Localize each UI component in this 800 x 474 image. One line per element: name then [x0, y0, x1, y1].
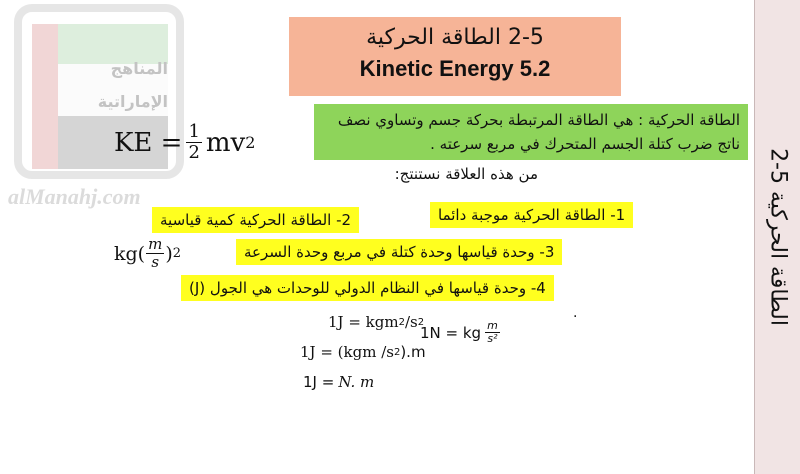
- title-english: Kinetic Energy 5.2: [359, 56, 551, 81]
- watermark-text-1: المناهج: [110, 59, 168, 78]
- formula-numerator: 1: [188, 121, 200, 142]
- point-4: 4- وحدة قياسها في النظام الدولي للوحدات هي الجول (J): [181, 275, 554, 301]
- unit-fraction: [146, 236, 164, 271]
- eq1-exp: 2: [398, 316, 405, 328]
- equation-newton: [420, 320, 504, 345]
- eq3-left: 1J = (kgm /s: [300, 343, 394, 361]
- watermark-text-2: الإماراتية: [97, 92, 168, 111]
- watermark-logo: [8, 4, 188, 209]
- formula-rhs: mv: [205, 127, 246, 158]
- unit-numerator: m: [148, 235, 163, 253]
- title-box: [289, 17, 621, 96]
- watermark-flag-red: [32, 24, 58, 169]
- side-bar: [754, 0, 800, 474]
- unit-exponent: 2: [172, 246, 182, 261]
- eq2-left: 1N = kg: [420, 323, 482, 342]
- eq2-fraction: [485, 320, 500, 345]
- equation-joule-1: [328, 313, 424, 331]
- unit-denominator: s: [151, 253, 160, 271]
- eq1-left: 1J = kgm: [328, 313, 399, 331]
- eq3-right: ).m: [400, 343, 426, 361]
- intro-text: من هذه العلاقة نستنتج:: [394, 165, 538, 183]
- stray-dot: .: [573, 305, 578, 321]
- unit-suffix: ): [165, 242, 173, 265]
- eq2-denominator: s²: [487, 332, 498, 345]
- formula-exponent: 2: [245, 133, 256, 152]
- eq2-numerator: m: [487, 319, 498, 332]
- eq3-exp: 2: [393, 346, 401, 358]
- title-arabic: 2-5 الطاقة الحركية: [366, 25, 544, 50]
- kinetic-energy-formula: [114, 122, 255, 163]
- eq1-exp2: 2: [417, 316, 425, 328]
- definition-box: الطاقة الحركية : هي الطاقة المرتبطة بحركة جسم وتساوي نصف ناتج ضرب كتلة الجسم المتحرك في مربع سرعته .: [314, 104, 748, 160]
- formula-denominator: 2: [188, 142, 200, 163]
- unit-expression: [114, 236, 181, 271]
- point-2: 2- الطاقة الحركية كمية قياسية: [152, 207, 359, 233]
- point-3: 3- وحدة قياسها وحدة كتلة في مربع وحدة السرعة: [236, 239, 562, 265]
- equation-joule-2: [300, 343, 426, 361]
- eq4-right: N. m: [338, 373, 375, 391]
- point-1: 1- الطاقة الحركية موجبة دائما: [430, 202, 633, 228]
- watermark-latin-text: alManahj.com: [8, 184, 141, 209]
- eq4-left: 1J =: [303, 373, 335, 391]
- side-title: 2-5 الطاقة الحركية: [765, 148, 790, 326]
- formula-fraction: [186, 122, 201, 163]
- equation-joule-3: [303, 373, 374, 391]
- formula-lhs: KE =: [114, 127, 183, 158]
- watermark-flag-green: [58, 24, 168, 64]
- eq1-mid: /s: [404, 313, 418, 331]
- unit-prefix: kg(: [114, 242, 146, 265]
